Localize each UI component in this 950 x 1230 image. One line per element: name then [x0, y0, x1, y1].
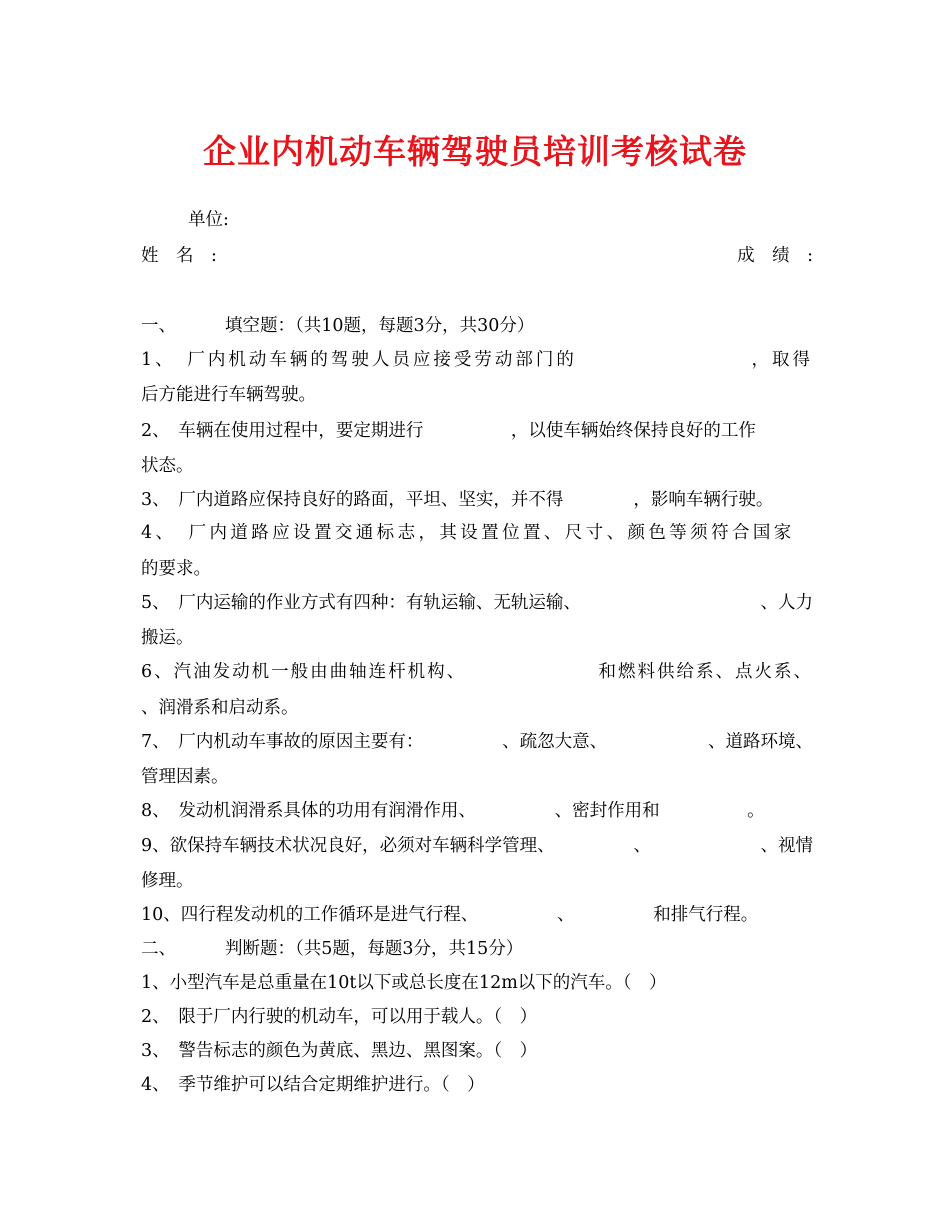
- question-1-8: 8、 发动机润滑系具体的功用有润滑作用、 、密封作用和 。: [141, 801, 765, 821]
- question-1-6a: [141, 659, 813, 685]
- question-1-9a: [141, 833, 813, 859]
- question-1-4b: 的要求。: [141, 559, 211, 579]
- question-1-7b: 管理因素。: [141, 767, 229, 787]
- section2-number: 二、: [141, 939, 176, 959]
- question-1-2b: 状态。: [141, 456, 194, 476]
- question-1-1b: 后方能进行车辆驾驶。: [141, 385, 316, 405]
- question-1-6b: 、润滑系和启动系。: [141, 698, 299, 718]
- question-text: 9、欲保持车辆技术状况良好，必须对车辆科学管理、 、: [141, 836, 651, 856]
- score-label: 成 绩 :: [737, 246, 813, 266]
- question-text: 6、汽油发动机一般由曲轴连杆机构、: [141, 662, 467, 682]
- question-text: 1、 厂内机动车辆的驾驶人员应接受劳动部门的: [141, 350, 577, 370]
- question-2-3: 3、 警告标志的颜色为黄底、黑边、黑图案。（ ）: [141, 1041, 538, 1061]
- question-2-1: 1、小型汽车是总重量在10t以下或总长度在12m以下的汽车。（ ）: [141, 973, 667, 993]
- question-text: 、视情: [760, 836, 813, 856]
- question-text: 5、 厂内运输的作业方式有四种：有轨运输、无轨运输、: [141, 593, 581, 613]
- question-1-1a: [141, 347, 813, 373]
- question-1-7a: [141, 729, 813, 755]
- question-1-5b: 搬运。: [141, 628, 194, 648]
- question-text: 和燃料供给系、点火系、: [598, 662, 813, 682]
- section1-title: 填空题：（共10题，每题3分，共30分）: [225, 316, 535, 336]
- question-text: 、道路环境、: [708, 732, 813, 752]
- question-1-5a: [141, 590, 813, 616]
- question-2-4: 4、 季节维护可以结合定期维护进行。（ ）: [141, 1075, 485, 1095]
- question-1-3: 3、 厂内道路应保持良好的路面，平坦、坚实，并不得 ，影响车辆行驶。: [141, 490, 774, 510]
- question-1-2a: 2、 车辆在使用过程中，要定期进行 ，以使车辆始终保持良好的工作: [141, 421, 756, 441]
- section1-heading: [141, 313, 813, 339]
- question-text: 7、 厂内机动车事故的原因主要有： 、疏忽大意、: [141, 732, 608, 752]
- section2-title: 判断题：（共5题，每题3分，共15分）: [225, 939, 524, 959]
- question-text: 、人力: [760, 593, 813, 613]
- section1-number: 一、: [141, 316, 176, 336]
- question-1-9b: 修理。: [141, 871, 194, 891]
- unit-label: 单位:: [188, 210, 229, 230]
- question-1-4a: 4、 厂内道路应设置交通标志，其设置位置、尺寸、颜色等须符合国家: [141, 523, 795, 543]
- name-label: 姓 名 :: [141, 246, 217, 266]
- page-title: 企业内机动车辆驾驶员培训考核试卷: [203, 132, 747, 171]
- question-1-10: 10、四行程发动机的工作循环是进气行程、 、 和排气行程。: [141, 905, 759, 925]
- name-score-row: [141, 243, 813, 269]
- question-text: ，取得: [751, 350, 813, 370]
- section2-heading: [141, 936, 813, 962]
- question-2-2: 2、 限于厂内行驶的机动车，可以用于载人。（ ）: [141, 1007, 538, 1027]
